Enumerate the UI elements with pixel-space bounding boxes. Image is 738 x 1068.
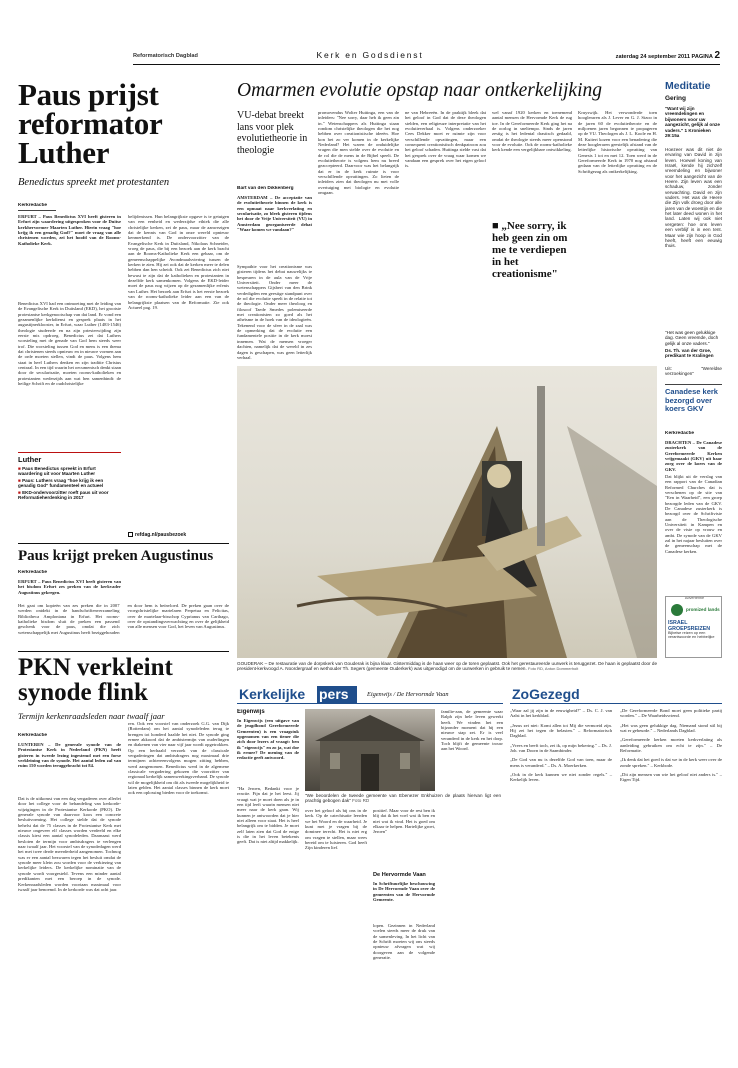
kp-col-1: "Ha Jeroen, Bedankt voor je reactie. Fijn dat je het leest. Jij vraagt wat je moet doen als je in een tijd leeft waarin mensen niet meer naar de kerk gaan. Wij kunnen je antwoorden dat je hier niet alleen voor staat. Het is heel belangrijk om te bidden. Je moet zelf laten zien dat God de enige is die in het leven betekenis geeft. Dat is niet altijd makkelijk.	[237, 786, 299, 845]
photo-illustration	[237, 366, 657, 658]
quote-item: „Het was geen gelukkige dag. Niemand stond stil bij wat er gebeurde." – Nederlands Dagblad.	[620, 722, 722, 734]
body-col-1: Sympathie voor het creationisme was gisteren tijdens het debat nauwelijks te bespeuren in de aula van de Vrije Universiteit. Onder meer de wetenschappers Gijsbert van den Brink verdedigden een geestige standpunt over de rol die evolutie speelt in de relatie tot de theologie. Onder meer theoloog en filosoof Taede Smedes polemiseerde met creationisten zo goed als het atheïsme in de hoek van de ideologieën. Tekenend voor de sfeer in de zaal was de opmerking dat de evolutie een fundamentele positie in de kerk moest innemen. Wat de mensen vroeger dachten, namelijk dat de wereld in zes dagen is geschapen, was geen letterlijk verhaal.	[237, 264, 312, 360]
subhead-paus-luther: Benedictus spreekt met protestanten	[18, 177, 170, 188]
main-story	[237, 80, 657, 360]
kp-logo-bar	[237, 686, 503, 704]
ad-subtitle: Bijbelse reizen op een verantwoorde en hebbelijke	[668, 631, 715, 640]
kp-intro: In Eigenwijs (een uitgave van de jeugdbond Gereformeerde Gemeenten) is een vraagstuk opgenomen van een tiener die zich door lezers af vraagt: ben ik "eigenwijs" en zo ja, wat doe ik ermee? De mening van de redactie geeft antwoord.	[237, 718, 299, 761]
header-rule	[133, 64, 720, 65]
body-col-1: Dat is de uitkomst van een dag vergaderen over allerlei door het college voor de behandeling van kerkorde-wijzigingen in de Protestantse Kerkorde (PKO). De generale synode van daarvoor koos een concrete besluitvorming. Het college stelde dat de synode behelst dat de 75 classes in de Protestantse Kerk met nieuwe ongeveer elf classes worden verdeeld en elke classis kiest een aantal synodeleden. Daarnaast werd besloten de termijn voor ambtsdragers te verlengen naar twaalf jaar. Het voorstel van de synodedagen werd het met twee derde meerderheid aangenomen. Tochnog was er een aantal bezwaren tegen het besluit omdat de synode meer klein zou worden voor de verkiezing van kerkelijke leiders. De kerkelijke nominatie van de synode wordt voorgesteld. Tevens een minder aantal predikanten met een beroep in de synode. Kerkenraadsleden worden voortaan maximaal voor twaalf jaar benoemd. In de kerkorde was dat acht jaar.	[18, 796, 121, 892]
meditatie-quote: "Het was geen gelukkige dag. Geen vreemde, doch gelijk al onze vaders."	[665, 330, 719, 346]
lead-paragraph: AMSTERDAM – De acceptatie van de evolutietheorie binnen de kerk is een opmaat naar kerkverlating en secularisatie, zo bleek gisteren tijdens het door de Vrije Universiteit (VU) in Amsterdam georganiseerde debat "Waar komen we vandaan?"	[237, 195, 312, 233]
header-right	[545, 50, 720, 61]
byline: Kerkredactie	[18, 570, 48, 575]
body-col-2: belijdenissen. Hun belangrijkste opgave is te getuigen van een eenheid en wederzijdse ethiek die alle christelijke kerken, zei de paus, maar de aanwezigen dat de kennis van God in onze wereld opnieuw kenmerkend is. De ondervoorzitter van de Evangelische Kerk in Duitsland, Nikolaus Schneider, vroeg de paus, die bij een bezoek aan de kerk bracht aan de Rooms-Katholieke Kerk een gebaar, om de gemeenschappelijke Avondmaalsviering tussen de kerken te zien. Hij zei ook dat de kerken meer te delen hebben dan hen scheidt. Ook zei Benedictus zich niet bewust te zijn dat de katholieken en protestanten in dezelfde kerk samenkomen. Volgens de EKD-leider moet de paus nog wijzen op de gezamenlijke erfenis van Luther. Het bezoek aan Erfurt is het eerste bezoek van de rooms-katholieke leider aan een van de belangrijkste plaatsen van de Reformatie. Zie ook Actueel pag. 19.	[128, 214, 229, 310]
photo-caption	[237, 661, 657, 681]
ad-title: ISRAËL GROEPSREIZEN	[668, 620, 722, 630]
column-rule	[665, 384, 722, 385]
body-col-4: wel vanaf 1920 kerken en toenemend aantal mensen de Hervormde Kerk de rug toe. In de Gereformeerde Kerk ging het na de oorlog in sneltempo. Sinds de jaren zestig is het ledental drastisch gedaald, omdat de theologie steeds meer openstond voor de evolutie. Ook de rooms-katholieke kerk kende een vergelijkbare ontwikkeling.	[492, 110, 572, 153]
quote-item: „Jezus zei niet: Komt allen tot Mij die vermoeid zijn. Hij zei het tegen de belasten." – Reformatorisch Dagblad.	[510, 722, 612, 739]
lead-paragraph: ERFURT – Paus Benedictus XVI heeft gisteren in Erfurt zijn waardering uitgesproken voor de Duitse kerkhervormer Maarten Luther. Hierin vraag "hoe krijg ik een genadig God?" moet de vraag van alle christenen worden, zei het hoofd van de Rooms-Katholieke Kerk.	[18, 214, 121, 246]
headline-pkn[interactable]: PKN verkleint synode flink	[18, 655, 173, 706]
ad-brand: promized lands	[686, 607, 720, 612]
headline-paus-luther[interactable]: Paus prijst reformator Luther	[18, 80, 162, 170]
header-center: Kerk en Godsdienst	[316, 50, 424, 60]
main-subhead: VU-debat breekt lans voor plek evolutietheorie in theologie	[237, 110, 308, 156]
quote-item: „Vrees en beeft toch, zei ik, op mijn bekering." – Ds. J. Joh. van Doorn in de Saambinder.	[510, 742, 612, 754]
lead-paragraph: DRACHTEN – De Canadese zusterkerk van de Gereformeerde Kerken vrijgemaakt (GKV) uit haar zorg over de koers van de GKV.	[665, 440, 722, 472]
church-photo	[305, 709, 435, 791]
meditatie-signature: Ds. Th. van der Groe, predikant te Kralingen	[665, 348, 714, 359]
luther-fact-box	[18, 452, 121, 540]
left-story	[18, 80, 229, 540]
byline: Kerkredactie	[18, 733, 48, 738]
kp-caption-text: "We beoordelen de tweede gemeente van Ebenezer Enkhuizen de plaats hiervan ligt een prachtig gebogen dak"	[305, 793, 501, 804]
web-link[interactable]	[128, 532, 228, 540]
body-col-1: Dat blijkt uit de verslag van een rapport van de Canadian Reformed Churches dat is verschenen op de site van "Een in Waarheid", een groep bezorgde leden van de GKV. De Canadese zusterkerk is bezorgd over de Schriftvisie aan de Theologische Universiteit in Kampen en over de visie op vrouw en ambt. De synode van de GKV zal in het najaar besluiten over de gemeenschap met de Canadese kerken.	[665, 474, 722, 554]
pkn-story	[18, 655, 229, 1060]
pull-quote: ■ „Nee sorry, ik heb geen zin om me te verdiepen in het creationisme"	[492, 220, 568, 280]
kp-col-5: lopen. Gezinnen in Nederland voelen steeds meer de druk van de samenleving. In het licht van de Schrift moeten wij ons steeds opnieuw afvragen wat wij doorgeven aan de volgende generatie.	[373, 923, 435, 961]
header-date: zaterdag 24 september 2011 PAGINA	[615, 54, 713, 60]
byline: Kerkredactie	[665, 431, 695, 436]
column-rule	[18, 543, 229, 544]
body-col-5: Kruyswijk. Het verwonderde toen hoogleraren als J. Lever en G. J. Sizoo in de jaren 60 de evolutietheorie en de miljoenen jaren begonnen te propageren op de VU. Theologen als J. L. Koole en H. M. Kuitert kozen voor een benadering die deze hoogleraren geestelijk afstand van de letterlijke historische opvatting van Genesis 1 tot en met 12. Toen werd in de Gereformeerde Kerk in 1970 nog afstand gedaan van de letterlijke opvatting en de Schriftgezag als ontkerkelijking.	[578, 110, 657, 174]
lead-paragraph: LUNTEREN – De generale synode van de Protestantse Kerk in Nederland (PKN) heeft gisteren in tweede lezing ingestemd met een forse verkleining van de synode. Het aantal leden zal van ruim 150 worden teruggebracht tot 84.	[18, 742, 121, 769]
quote-item: „Ik denk dat het goed is dat we in de kerk weer over de zonde spreken." – Kerkbode.	[620, 757, 722, 768]
factbox-item: ■ EKD-ondervoorzitter roeft paus uit voor Reformatieherdenking in 2017	[18, 489, 109, 501]
kp-credit: Foto RD	[352, 798, 370, 804]
church-roof-photo	[237, 366, 657, 658]
augustinus-story	[18, 548, 229, 648]
photo-caption-text: GOUDERAK – De restauratie van de dorpskerk van Gouderak is bijna klaar. Gistermiddag is de haan weer op de toren geplaatst. Ook het gerestaureerde uurwerk is teruggezet. De haan is geplaatst door de president-kerkvoogd A. Noordergraaf en wethouder Th. Segers (gemeente Ouderkerk) was uitgenodigd om de uurwerken in gebruik te nemen.	[237, 661, 657, 672]
byline-rule	[18, 210, 56, 211]
meditatie-verse: "Want wij zijn vreemdelingen en bijwoners voor uw aangezicht, gelijk al onze vaders." 1 Kronieken 29:15a	[665, 106, 720, 139]
church-illustration	[305, 709, 435, 791]
zg-logo: ZoGezegd	[512, 686, 580, 702]
quote-list	[510, 708, 722, 1060]
kp-source: Eigenwijs / De Hervormde Vaan	[367, 691, 449, 698]
main-byline: Bart van den Dikkenberg	[237, 186, 294, 191]
page-number: 2	[714, 50, 720, 61]
canadese-story	[665, 388, 722, 593]
subhead-pkn: Termijn kerkenraadsleden naar twaalf jaar	[18, 711, 165, 721]
ad-label: Advertentie	[684, 596, 705, 600]
kp-title: Eigenwijs	[237, 709, 265, 715]
quote-item: „De Gereformeerde Bond moet geen politieke partij worden." – De Waarheidsvriend.	[620, 708, 722, 719]
quote-item: „Gereformeerde kerken moeten kerkverlating als aanleiding gebruiken om echt te zijn." – De Reformatie.	[620, 737, 722, 754]
kp-logo-b: pers	[317, 686, 357, 704]
advertisement[interactable]	[665, 596, 722, 658]
link-icon	[128, 532, 133, 537]
zg-logo-bar	[510, 686, 722, 704]
body-col-2: promovendus Wolter Huttinga, een van de inleiders: "Nee sorry, daar heb ik geen zin in." Wetenschappers als Huttinga staan rondom christelijke theologen die het nog hebben over creationistische ideeën. Hoe kon het zo ver komen in de kerkelijke Nederland? Het waren de onduidelijke vragen die men stelde over de evolutie en de rol die de mens in de Bijbel speelt. De evolutietheorie is volgens hem nu breed geaccepteerd. Daarvoor was het belangrijk dat er in de kerk ruimte is voor verschillende opvattingen. Zo lieten de inleiders zien dat theologen nu met volle overtuiging met biologie en evolutie omgaan.	[318, 110, 399, 196]
meditatie-subtitle: Gering	[665, 95, 686, 102]
quote-item: „Waar zal jij zijn in de eeuwigheid?" – Ds. C. J. van Aalst in het kerkblad.	[510, 708, 612, 719]
kp-logo-a: Kerkelijke	[239, 686, 306, 702]
meditatie-body: Hoezeer was dit niet de ervaring van David in zijn leven. Hoewel koning van Israël, kende hij zichzelf vreemdeling en bijwoner voor het aangezicht van de Heere. Zijn leven was een schaduw, zonder verwachting. David en zijn vaders. Het was de Heere die Zijn volk droeg door alle jaren van de woestijn en die het later deed wonen in het land. Laten wij ook niet vergeten: hoe ons leven een verblijf is in een tent. Maar wie zijn hoop in God heeft, heeft een eeuwig thuis.	[665, 147, 722, 249]
kp-vaan-intro: In Schriftuurlijke beschouwing in De Hervormde Vaan over de gemeenten van de Hervormde Gemeente.	[373, 881, 435, 903]
photo-credit: Foto RD, Anton Dommerholt	[528, 666, 579, 672]
headline-augustinus[interactable]: Paus krijgt preken Augustinus	[18, 548, 214, 564]
quote-item: „Dit zijn mensen van wie het geloof niet anders is." – Eigen Tijd.	[620, 772, 722, 783]
body-col-3: ne van Hebreeën. In de praktijk bleek dat het geloof in God dat de deze theologen stelden, een religieuze interpretatie van het evolutieverhaal is. Volgens onderzoeker Cees Dekker moet er ruimte zijn voor verschillende opvattingen, maar een consequent creationistisch denkpatroon zou het geloof schaden. Huttinga stelde vast dat het gesprek over de vraag waar komen we vandaan een gesprek over het eigen geloof is.	[405, 110, 486, 169]
kerkelijke-pers	[237, 686, 503, 1060]
kp-col-4: familie-aan, de gemeente waar Ralph zijn hele leven gewerkt heeft. We vinden het een bijzonder moment dat hij een nieuwe stap zet. Er is veel veranderd in de kerk en het dorp. Toch blijft de gemeente trouw aan het Woord.	[441, 709, 503, 752]
meditatie-title: Meditatie	[665, 80, 711, 92]
byline: Kerkredactie	[18, 203, 48, 208]
promized-lands-logo	[671, 604, 683, 616]
main-headline[interactable]: Omarmen evolutie opstap naar ontkerkelijking	[237, 80, 603, 101]
body-col-1: Het gaat om kopieën van zes preken die in 2007 werden ontdekt in de handschriftenverzameling Bibliotheca Amploniana in Erfurt. Het rooms-katholieke bisdom sluit de preken een passend geschenk voor de paus, omdat die zich wetenschappelijk met Augustinus heeft beziggehouden en door hem is beïnvloed. De preken gaan over de vroegchristelijke martelaren Perpetua en Felicitas, over de martelaar-bisschop Cyprianus van Carthago, over de opstandingsverwachting en over de gelijkheid van alle mensen voor God, het leven van Augustinus.	[18, 603, 229, 635]
headline-canadese[interactable]: Canadese kerk bezorgd over koers GKV	[665, 388, 718, 413]
quote-item: „Ook in de kerk kunnen we niet zonder regels." – Kerkelijk leven.	[510, 772, 612, 783]
factbox-title: Luther	[18, 455, 42, 464]
header-left: Reformatorisch Dagblad	[133, 53, 198, 59]
page-header	[0, 0, 738, 74]
kp-col-2: over het geloof als bij ons in de kerk. Op de catechisatie leerden we het Woord en de waarheid. Je kunt met je vragen bij de dominee terecht. Het is niet erg om vragen te stellen, maar wees bereid om te luisteren. God heeft Zijn kinderen lief.	[305, 808, 367, 851]
zogezegd	[510, 686, 722, 1060]
factbox-item: ■ Paus Benedictus spreekt in Erfurt waardering uit voor Maarten Luther	[18, 466, 96, 477]
factbox-item: ■ Paus: Luthers vraag "hoe krijg ik een genadig God" fundamenteel en actueel	[18, 477, 104, 489]
kp-col-3: positief. Maar voor de rest ben ik blij dat ik het voel wat ik ben en niet wat ik vind. Het is goed om elkaar te helpen. Hartelijke groet, Jeroen"	[373, 808, 435, 835]
lead-paragraph: ERFURT – Paus Benedictus XVI heeft gisteren van het bisdom Erfurt zes preken van de kerkvader Augustinus gekregen.	[18, 579, 121, 595]
meditatie-source: Uit: "Wereldse verzoekingen"	[665, 366, 722, 377]
body-col-2: ren. Ook een voorstel van onderzoek G.G. van Dijk (Rotterdam) om het aantal synodeleden terug te brengen tot honderd haalde het niet. De synode ging ermee akkoord dat de ambtstermijn van ouderlingen en diakenen van vier naar vijf jaar wordt opgetrokken. Op een herhaald verzoek van de classicale vergaderingen dat ambtsdragers nog maximaal drie termijnen achtereenvolgens mogen zitting hebben, werd aangenomen. Benedictus werd in de algemene classicale vergadering gekozen die voorzitter van regionaal kerkelijk samenwerkingsverband. De synode wil de mogelijkheid om dit als tweede mogelijkheid te laten gelden. Het aantal classes binnen de kerk moet ook een oplossing bieden voor de toekomst.	[128, 721, 229, 796]
kp-vaan-title: De Hervormde Vaan	[373, 872, 426, 878]
meditatie-box	[665, 80, 722, 380]
column-rule	[18, 651, 229, 652]
body-col-1: Benedictus XVI had een ontmoeting met de leiding van de Evangelische Kerk in Duitsland (EKD), het grootste protestantse kerkgenootschap van dat land. Er vond een gezamenlijke kerkdienst en gesprek plaats in het augustijnerklooster, in Erfurt, waar Luther (1483-1546) theologie studeerde en na zijn priesterwijding zijn eerste mis opdroeg. Benedictus zei dat Luthers worsteling met de genade van God hem steeds weer trof. Die worsteling tussen God en mens is een thema dat christenen steeds opnieuw en in nieuwe vormen aan de orde moeten stellen, vindt de paus. Volgens hem staat in heel Luthers denken en zijn traditie Christus centraal. In een tijd waarin het oecumenisch denkt staan door de secularisatie, moeten rooms-katholieken en protestanten wederzijds aan wat hen samenbindt: de heilige Schrift en de oudchristelijke	[18, 301, 121, 387]
web-link-text[interactable]: refdag.nl/pausbezoek	[135, 532, 187, 538]
quote-item: „De God van nu is dezelfde God van toen, maar de mens is veranderd." – Ds. A. Moerkerken.	[510, 757, 612, 768]
